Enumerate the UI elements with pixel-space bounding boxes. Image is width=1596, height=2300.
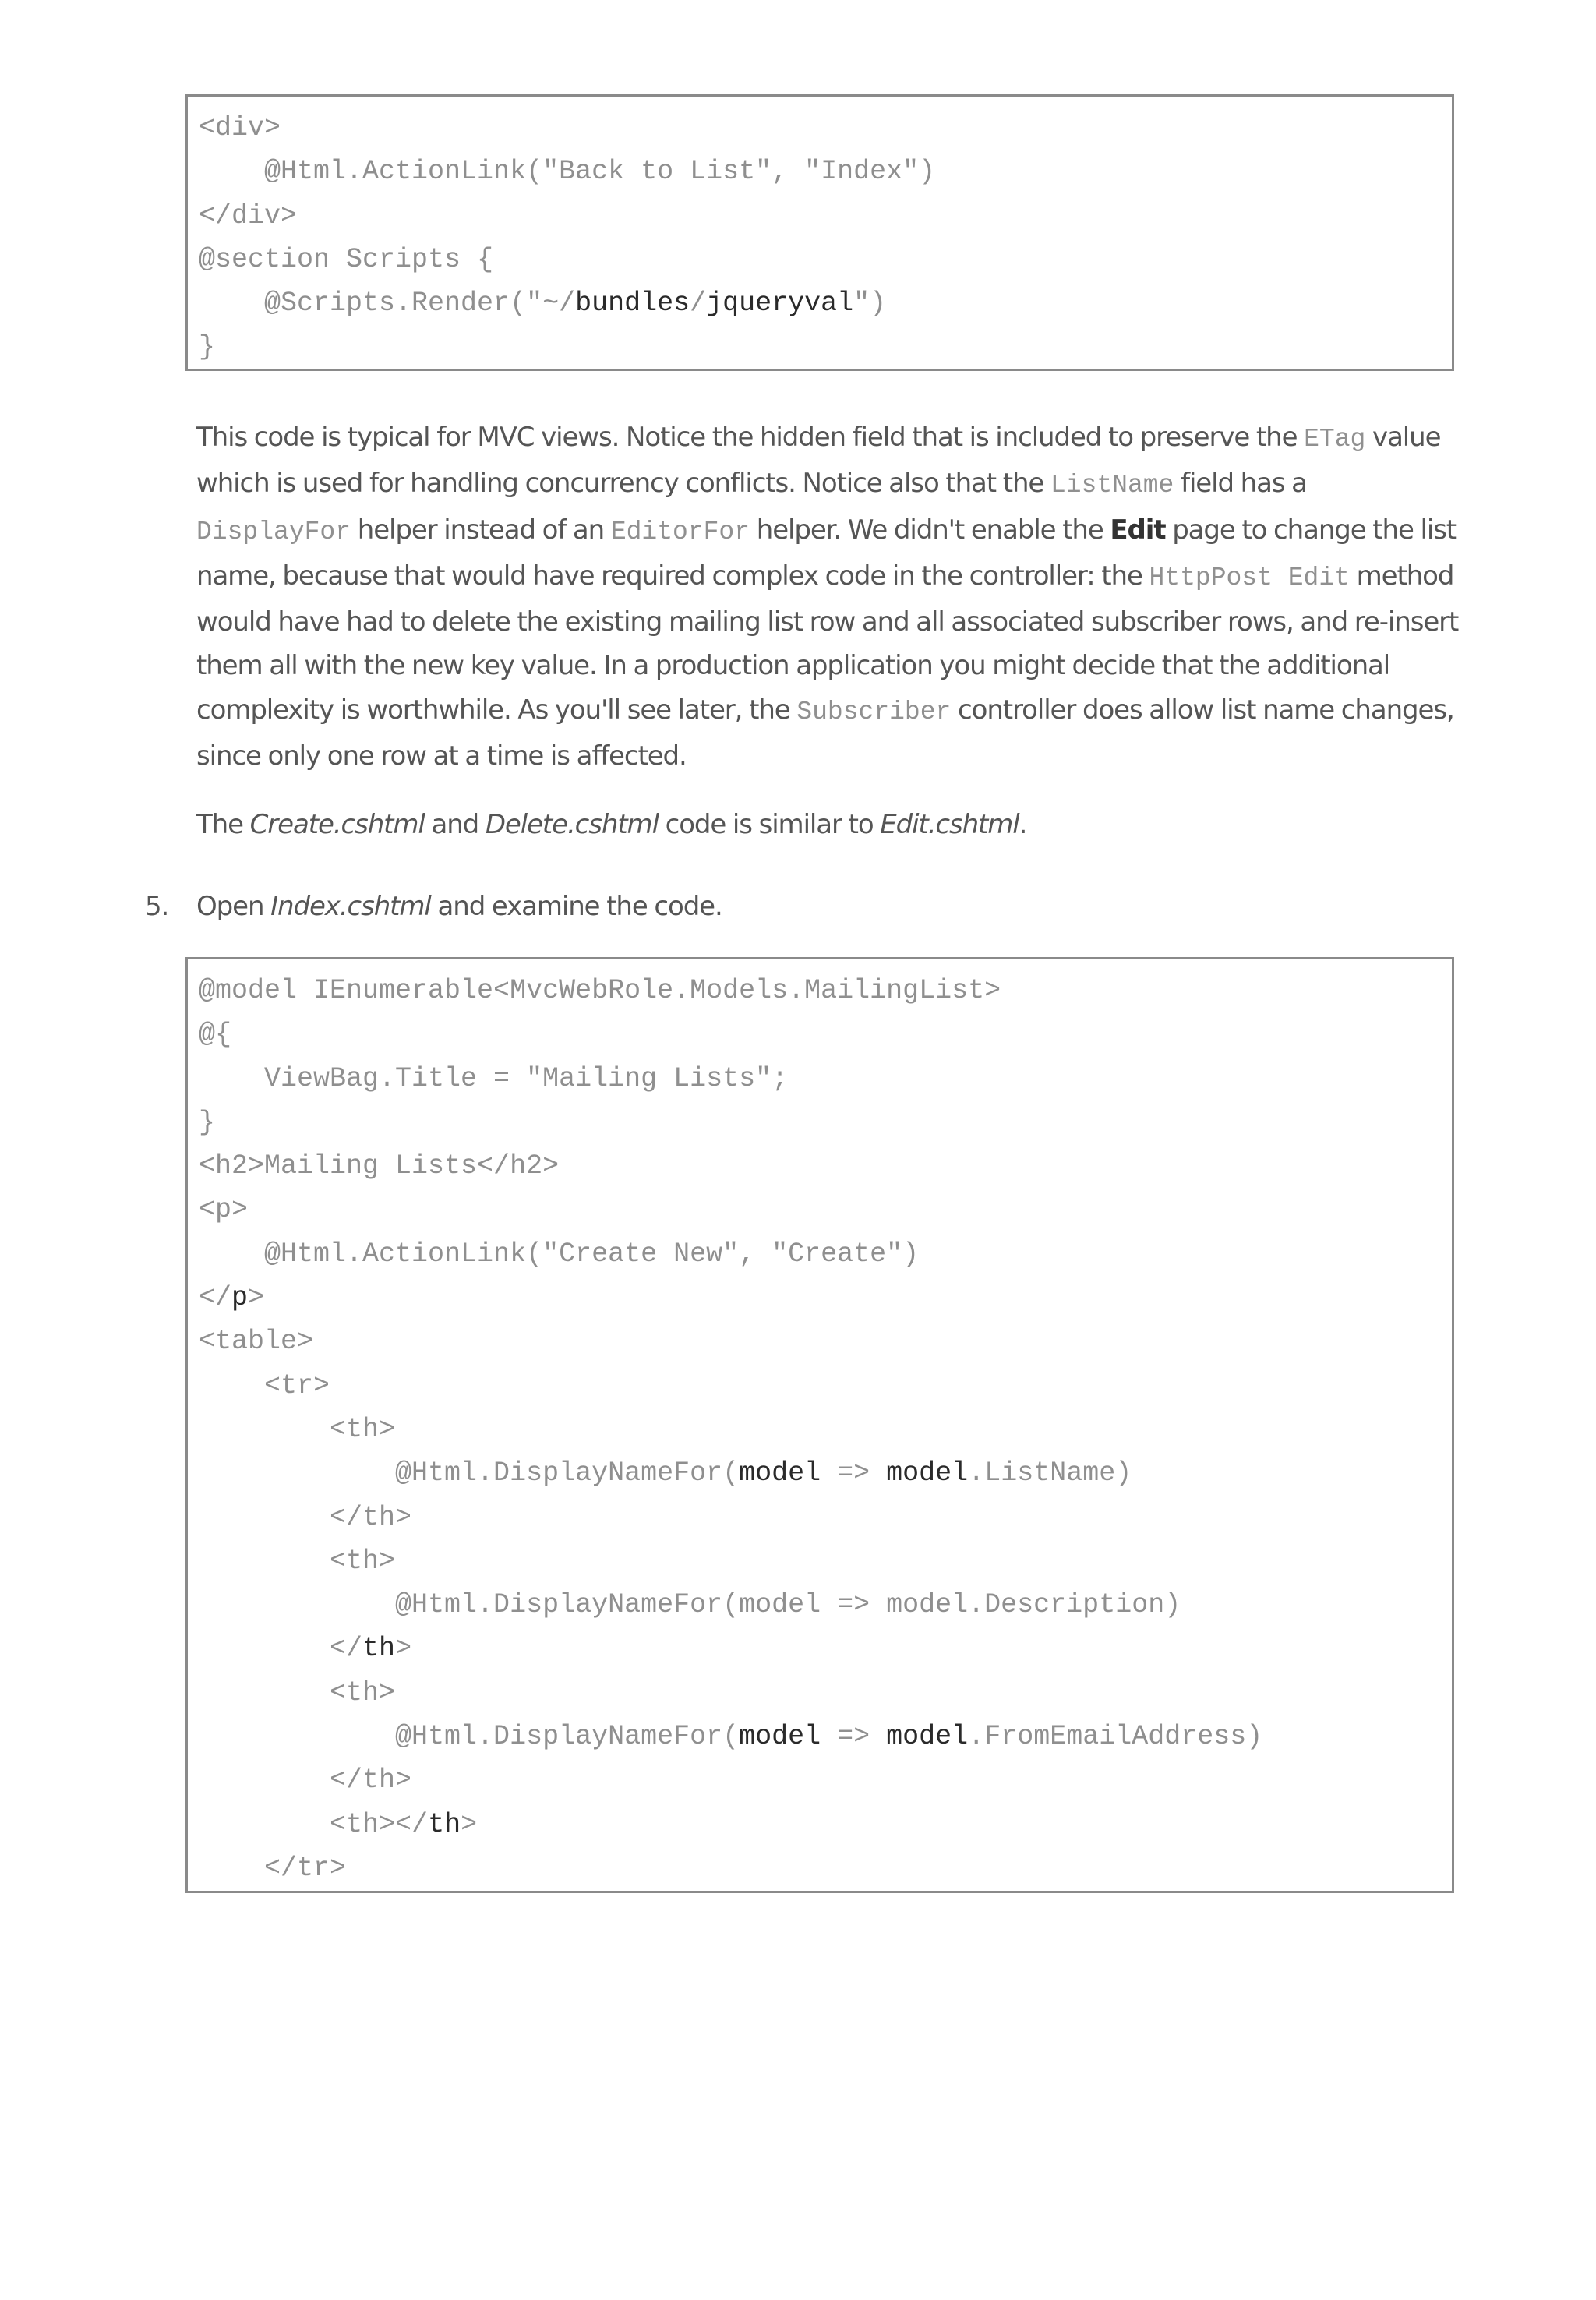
code-line	[199, 1715, 1452, 1758]
inline-code: HttpPost Edit	[1149, 563, 1350, 592]
text-run: method would have had to delete the existing mailing list row and all associated subscriber rows, and re-insert them all with the new key value. In a production application you might decide that the additional complexity is worthwhile. As you'll see later, the	[196, 560, 1459, 726]
code-line	[199, 1276, 1452, 1320]
code-line	[199, 194, 1452, 238]
text-run: and examine the code.	[430, 891, 722, 922]
code-line	[199, 1320, 1452, 1363]
text-run: helper. We didn't enable the	[750, 514, 1110, 546]
text-run: The	[196, 809, 250, 840]
code-line	[199, 1803, 1452, 1846]
code-line	[199, 150, 1452, 193]
code-token: <tr>	[199, 1369, 330, 1401]
code-token: <h2>Mailing Lists</h2>	[199, 1150, 560, 1182]
code-line	[199, 1232, 1452, 1276]
code-token: <p>	[199, 1194, 249, 1226]
code-token: <th>	[199, 1413, 396, 1445]
step-5-instruction	[145, 885, 1470, 928]
italic-filename: Delete.cshtml	[485, 809, 659, 840]
code-token: >	[395, 1633, 412, 1665]
code-token: ViewBag.Title = "Mailing Lists";	[199, 1062, 789, 1094]
code-line	[199, 1758, 1452, 1802]
code-token: model	[739, 1721, 821, 1753]
text-run: helper instead of an	[351, 514, 611, 546]
code-token: /	[690, 288, 707, 320]
code-token: @Html.ActionLink("Back to List", "Index")	[199, 156, 936, 188]
code-token: }	[199, 1106, 216, 1138]
code-line	[199, 1539, 1452, 1583]
code-token: th	[362, 1633, 396, 1665]
text-run: and	[424, 809, 486, 840]
code-token: @Html.ActionLink("Create New", "Create")	[199, 1238, 920, 1270]
code-token: }	[199, 331, 216, 363]
code-token: ")	[853, 288, 887, 320]
code-line	[199, 1012, 1452, 1056]
code-token: </th>	[199, 1765, 412, 1797]
code-line	[199, 325, 1452, 369]
code-token: >	[461, 1808, 478, 1840]
paragraph-edit-view-explanation	[196, 415, 1459, 778]
code-line	[199, 1846, 1452, 1890]
code-line	[199, 1496, 1452, 1539]
code-token: @{	[199, 1019, 232, 1051]
code-token: model	[886, 1721, 969, 1753]
text-run: value which is used for handling concurrency conflicts. Notice also that the	[196, 422, 1441, 500]
code-token: </div>	[199, 200, 298, 231]
code-token: <th></	[199, 1808, 429, 1840]
inline-code: ListName	[1050, 471, 1174, 500]
code-token: </	[199, 1282, 232, 1314]
code-token: th	[428, 1808, 461, 1840]
italic-filename: Create.cshtml	[249, 809, 425, 840]
bold-text: Edit	[1110, 514, 1166, 546]
code-token: bundles	[575, 288, 690, 320]
code-token: @Scripts.Render("~/	[199, 288, 576, 320]
code-token: @Html.DisplayNameFor(	[199, 1721, 740, 1753]
code-line	[199, 1188, 1452, 1231]
code-token: >	[248, 1282, 265, 1314]
code-token: @Html.DisplayNameFor(model => model.Description)	[199, 1589, 1181, 1621]
code-line	[199, 1583, 1452, 1627]
text-run: Open	[196, 891, 271, 922]
step-text	[196, 891, 722, 922]
code-line	[199, 238, 1452, 281]
code-line	[199, 969, 1452, 1012]
code-token: jqueryval	[706, 288, 854, 320]
code-token: model	[886, 1457, 969, 1489]
code-token: </	[199, 1633, 363, 1665]
code-token: p	[231, 1282, 249, 1314]
code-token: </tr>	[199, 1852, 347, 1884]
code-token: model	[739, 1457, 821, 1489]
code-token: <div>	[199, 112, 281, 143]
text-run: This code is typical for MVC views. Notice the hidden field that is included to preserve the	[196, 422, 1305, 453]
italic-filename: Index.cshtml	[270, 891, 431, 922]
paragraph-create-delete-similar	[196, 803, 1459, 846]
inline-code: EditorFor	[610, 517, 750, 546]
text-run: page to change the list name, because that would have required complex code in the controller: the	[196, 514, 1457, 592]
code-line	[199, 281, 1452, 325]
code-token: @Html.DisplayNameFor(	[199, 1457, 740, 1489]
code-line	[199, 1144, 1452, 1188]
code-line	[199, 1408, 1452, 1451]
code-token: =>	[821, 1721, 887, 1753]
italic-filename: Edit.cshtml	[880, 809, 1019, 840]
code-line	[199, 1627, 1452, 1670]
code-line	[199, 1057, 1452, 1101]
code-token: </th>	[199, 1501, 412, 1533]
code-line	[199, 1671, 1452, 1715]
code-token: @model IEnumerable<MvcWebRole.Models.MailingList>	[199, 975, 1001, 1006]
code-token: .FromEmailAddress)	[968, 1721, 1263, 1753]
inline-code: ETag	[1304, 425, 1366, 454]
code-token: <th>	[199, 1545, 396, 1577]
code-block-index-view	[185, 957, 1454, 1893]
code-token: .ListName)	[968, 1457, 1132, 1489]
code-token: <th>	[199, 1676, 396, 1708]
code-token: <table>	[199, 1326, 314, 1358]
code-token: @section Scripts {	[199, 243, 494, 275]
code-line	[199, 1101, 1452, 1144]
step-number: 5.	[145, 891, 169, 922]
text-run: controller does allow list name changes, since only one row at a time is affected.	[196, 694, 1454, 772]
code-block-edit-view-end	[185, 94, 1454, 371]
inline-code: DisplayFor	[196, 517, 351, 546]
text-run: code is similar to	[658, 809, 881, 840]
code-line	[199, 1451, 1452, 1495]
text-run: .	[1019, 809, 1027, 840]
code-line	[199, 106, 1452, 150]
code-line	[199, 1364, 1452, 1408]
inline-code: Subscriber	[796, 697, 952, 726]
code-token: =>	[821, 1457, 887, 1489]
text-run: field has a	[1174, 468, 1307, 500]
